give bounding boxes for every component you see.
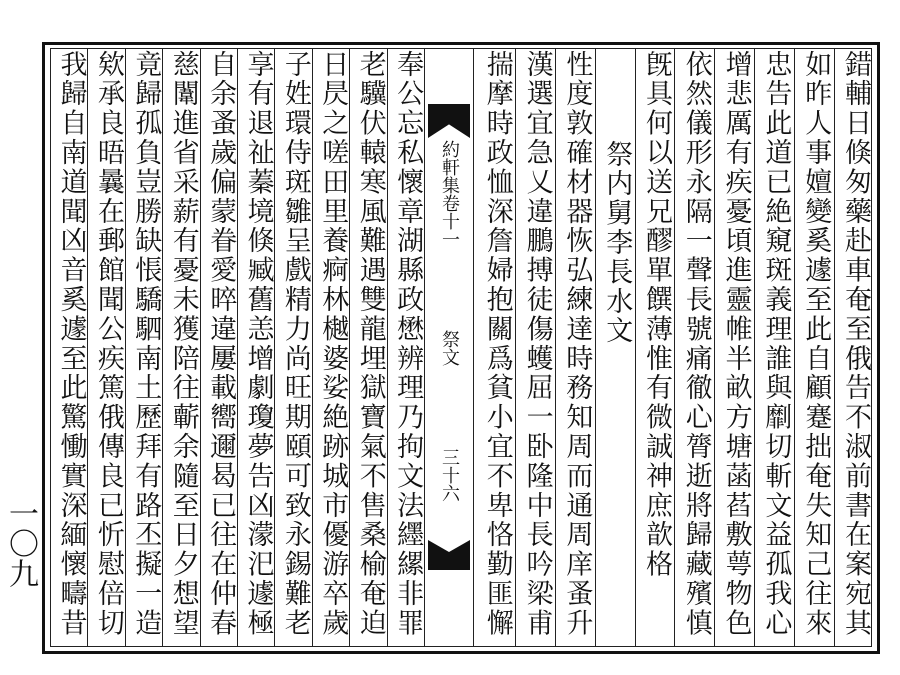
text-column: 奉公忘私懷章湖縣政懋辨理乃拘文法纆縲非罪 bbox=[392, 50, 424, 638]
text-column: 享有退祉蓁境倏臧舊恙增劇瓊夢告凶濛汜遽極 bbox=[242, 50, 274, 638]
text-column: 老驥伏轅寒風難遇雙龍埋獄寶氣不售桑榆奄迫 bbox=[354, 50, 386, 638]
text-column: 欸承良晤曩在郵館聞公疾篤俄傳良已忻慰倍切 bbox=[92, 50, 124, 638]
text-column: 如昨人事嬗變奚遽至此自顧蹇拙奄失知己往來 bbox=[800, 50, 832, 638]
essay-title: 祭内舅李長水文 bbox=[601, 140, 633, 346]
margin-leaf-number: 三十六 bbox=[439, 448, 460, 502]
text-column: 我歸自南道聞凶音奚遽至此驚慟實深緬懷疇昔 bbox=[55, 50, 87, 638]
margin-section: 祭文 bbox=[439, 330, 460, 366]
text-column: 慈闈進省采薪有憂未獲陪往蘄余隨至日夕想望 bbox=[167, 50, 199, 638]
margin-book-title: 約軒集卷十一 bbox=[439, 140, 460, 248]
text-column: 忠告此道已絶窺斑義理誰與劘切斬文益孤我心 bbox=[760, 50, 792, 638]
page-number: 一〇九 bbox=[3, 498, 38, 588]
text-column: 子姓環侍斑雛呈戲精力尚旺期頤可致永錫難老 bbox=[279, 50, 311, 638]
text-column: 性度敦確材器恢弘練達時務知周而通周庠蚤升 bbox=[561, 50, 593, 638]
text-column: 竟歸孤負豈勝缺悵驕駟南土歷拜有路丕擬一造 bbox=[130, 50, 162, 638]
text-column: 依然儀形永隔一聲長號痛徹心膂逝將歸藏殯慎 bbox=[680, 50, 712, 638]
text-column: 日昃之嗟田里養痾林樾婆娑絶跡城市優游卒歲 bbox=[317, 50, 349, 638]
text-column: 增悲厲有疾憂頃進靈帷半畝方塘菡萏敷萼物色 bbox=[720, 50, 752, 638]
text-column: 旣具何以送兄醪單饌薄惟有微誠神庶歆格 bbox=[641, 50, 672, 580]
text-column: 自余蚤歲偏蒙眷愛晬違屢載嚮邇曷已往在仲春 bbox=[205, 50, 237, 638]
text-column: 揣摩時政恤深詹婦抱關爲貧小宜不卑恪勤匪懈 bbox=[481, 50, 513, 638]
text-column: 漢選宜急乂違鵬搏徒傷蠖屈一卧隆中長吟梁甫 bbox=[521, 50, 553, 638]
text-column: 錯輔日倏匆藥赴車奄至俄告不淑前書在案宛其 bbox=[840, 50, 871, 638]
